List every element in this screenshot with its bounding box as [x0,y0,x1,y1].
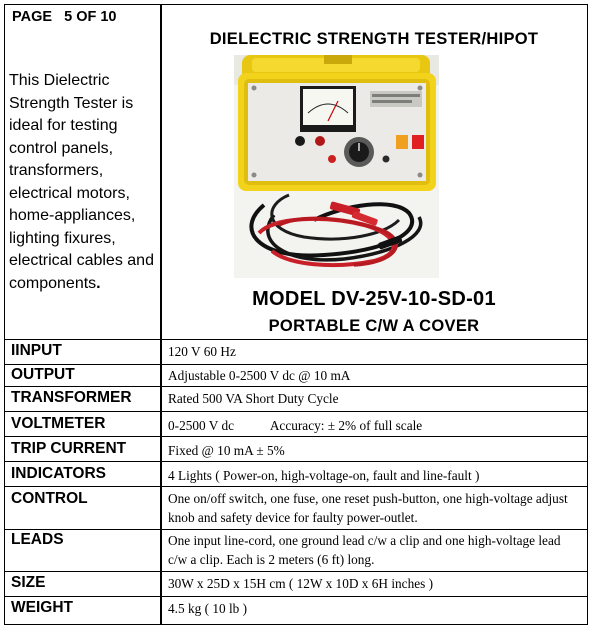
spec-value-control: One on/off switch, one fuse, one reset push-button, one high-voltage adjust knob and safety device for faulty power-outlet. [168,491,568,525]
row-divider [4,339,588,340]
row-divider [4,411,588,412]
row-divider [4,461,588,462]
spec-value-size: 30W x 25D x 15H cm ( 12W x 10D x 6H inches ) [168,576,434,591]
intro-paragraph [9,70,154,295]
spec-label-weight: WEIGHT [11,599,73,616]
row-divider [4,596,588,597]
spec-label-size: SIZE [11,574,46,591]
intro-text: This Dielectric Strength Tester is ideal for testing control panels, transformers, electrical motors, home-appliances, lighting fixures, electrical cables and components [9,72,154,292]
spec-value-output: Adjustable 0-2500 V dc @ 10 mA [168,368,351,383]
spec-label-indicators: INDICATORS [11,465,107,482]
product-title: DIELECTRIC STRENGTH TESTER/HIPOT [209,30,539,48]
model-number: MODEL DV-25V-10-SD-01 [252,288,496,310]
hipot-tester-image [234,55,439,278]
product-subtitle: PORTABLE C/W A COVER [268,317,480,335]
spec-value-weight: 4.5 kg ( 10 lb ) [168,601,248,616]
spec-label-voltmeter: VOLTMETER [11,415,106,432]
spec-label-input: IINPUT [11,342,62,359]
row-divider [4,486,588,487]
row-divider [4,364,588,365]
row-divider [4,529,588,530]
spec-label-output: OUTPUT [11,366,75,383]
column-divider [160,4,162,625]
spec-value-indicators: 4 Lights ( Power-on, high-voltage-on, fault and line-fault ) [168,468,480,483]
spec-value-transformer: Rated 500 VA Short Duty Cycle [168,391,339,406]
spec-label-transformer: TRANSFORMER [11,389,132,406]
row-divider [4,571,588,572]
spec-label-trip-current: TRIP CURRENT [11,440,127,457]
spec-label-control: CONTROL [11,490,88,507]
spec-value-voltmeter: 0-2500 V dc Accuracy: ± 2% of full scale [168,418,423,433]
row-divider [4,436,588,437]
spec-label-leads: LEADS [11,531,64,548]
spec-value-leads: One input line-cord, one ground lead c/w a clip and one high-voltage lead c/w a clip. Each is 2 meters (6 ft) long. [168,533,561,567]
page-number: PAGE 5 OF 10 [12,9,117,25]
row-divider [4,386,588,387]
spec-value-trip-current: Fixed @ 10 mA ± 5% [168,443,285,458]
intro-period: . [96,274,101,292]
product-photo [234,55,439,278]
spec-value-input: 120 V 60 Hz [168,344,236,359]
